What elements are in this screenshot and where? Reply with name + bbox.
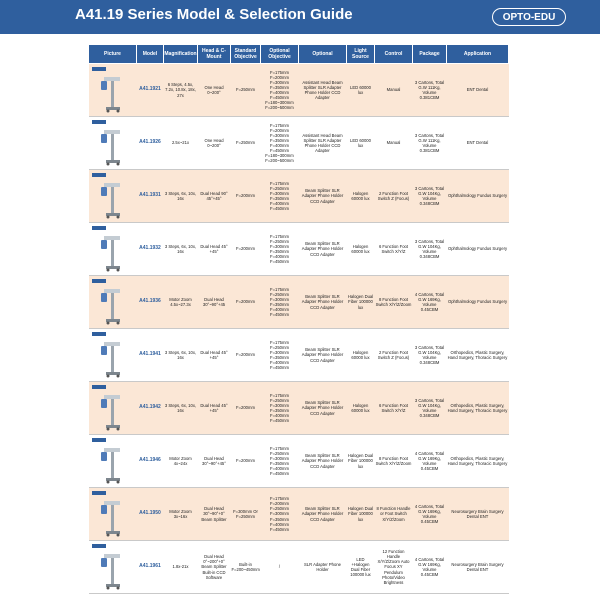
cell-standard-objective: F=200mm	[231, 170, 261, 223]
col-header: Optional Objective	[261, 45, 299, 64]
cell-standard-objective: F=300mm Or F=250mm	[231, 488, 261, 541]
cell-optional: Assistant Head Beam Splitter SLR Adapter Phone Holder CCD Adapter	[299, 117, 347, 170]
cell-magnification: 6 Steps, 4.5x, 7.2x, 10.8x, 18x, 27x	[164, 64, 198, 117]
product-picture	[89, 170, 137, 223]
product-picture	[89, 329, 137, 382]
cell-model: A41.1926	[137, 117, 164, 170]
cell-model: A41.1931	[137, 170, 164, 223]
brand-tag	[92, 67, 106, 71]
cell-application: Ophthalmology Fundus Surgery	[447, 170, 509, 223]
cell-control: 8 Function Foot Switch X/Y/Z/Zoom	[375, 435, 413, 488]
selection-table	[88, 44, 509, 594]
microscope-icon	[98, 232, 128, 272]
brand-tag	[92, 173, 106, 177]
cell-optional: Beam Splitter SLR Adapter Phone Holder CCD Adapter	[299, 170, 347, 223]
cell-head: Dual Head 90° 45°+45°	[198, 170, 231, 223]
table-row	[89, 435, 509, 488]
cell-magnification: Motor Zoom 4x~24x	[164, 435, 198, 488]
cell-package: 4 Cartons, Total G.W 169Kg, Volume 0.45CBM	[413, 276, 447, 329]
microscope-icon	[98, 550, 128, 590]
col-header: Model	[137, 45, 164, 64]
product-picture	[89, 117, 137, 170]
cell-model: A41.1936	[137, 276, 164, 329]
cell-light-source: LED 60000 lux	[347, 64, 375, 117]
microscope-icon	[98, 126, 128, 166]
cell-application: Orthopedics, Plastic Surgery, Hand Surgery, Thoracic Surgery	[447, 329, 509, 382]
product-picture	[89, 541, 137, 594]
microscope-icon	[98, 391, 128, 431]
table-row	[89, 223, 509, 276]
cell-light-source: LED 60000 lux	[347, 117, 375, 170]
brand-tag	[92, 332, 106, 336]
brand-tag	[92, 385, 106, 389]
cell-optional: Beam Splitter SLR Adapter Phone Holder CCD Adapter	[299, 488, 347, 541]
cell-standard-objective: Built-in F=200~450mm	[231, 541, 261, 594]
cell-optional: Beam Splitter SLR Adapter Phone Holder CCD Adapter	[299, 223, 347, 276]
cell-light-source: Halogen 60000 lux	[347, 170, 375, 223]
cell-magnification: 3 Steps, 6x, 10x, 16x	[164, 329, 198, 382]
cell-optional-objective: /	[261, 541, 299, 594]
cell-standard-objective: F=200mm	[231, 276, 261, 329]
cell-head: Dual Head 30°~90°+0° Beam Splitter	[198, 488, 231, 541]
product-picture	[89, 223, 137, 276]
col-header: Optional	[299, 45, 347, 64]
cell-optional: Beam Splitter SLR Adapter Phone Holder CCD Adapter	[299, 382, 347, 435]
cell-head: One Head 0~200°	[198, 117, 231, 170]
cell-optional-objective: F=175mm F=250mm F=300mm F=350mm F=400mm F=450mm	[261, 170, 299, 223]
cell-light-source: Halogen 60000 lux	[347, 329, 375, 382]
cell-magnification: Motor Zoom 3x~16x	[164, 488, 198, 541]
cell-control: Manual	[375, 64, 413, 117]
table-row	[89, 329, 509, 382]
microscope-icon	[98, 73, 128, 113]
col-header: Head & C-Mount	[198, 45, 231, 64]
product-picture	[89, 382, 137, 435]
cell-model: A41.1946	[137, 435, 164, 488]
cell-standard-objective: F=250mm	[231, 64, 261, 117]
table-row	[89, 488, 509, 541]
table-row	[89, 541, 509, 594]
cell-standard-objective: F=200mm	[231, 329, 261, 382]
table-body	[89, 64, 509, 594]
cell-package: 4 Cartons, Total G.W 169Kg, Volume 0.45CBM	[413, 488, 447, 541]
table-row	[89, 170, 509, 223]
cell-standard-objective: F=200mm	[231, 223, 261, 276]
cell-model: A41.1941	[137, 329, 164, 382]
microscope-icon	[98, 444, 128, 484]
col-header: Light Source	[347, 45, 375, 64]
microscope-icon	[98, 179, 128, 219]
col-header: Magnification	[164, 45, 198, 64]
cell-optional-objective: F=175mm F=250mm F=300mm F=350mm F=400mm F=450mm	[261, 435, 299, 488]
col-header: Picture	[89, 45, 137, 64]
cell-standard-objective: F=250mm	[231, 117, 261, 170]
cell-package: 4 Cartons, Total G.W 169Kg, Volume 0.45CBM	[413, 541, 447, 594]
cell-package: 4 Cartons, Total G.W 169Kg, Volume 0.45CBM	[413, 435, 447, 488]
cell-magnification: Motor Zoom 4.5x~27.3x	[164, 276, 198, 329]
cell-application: Orthopedics, Plastic Surgery, Hand Surgery, Thoracic Surgery	[447, 382, 509, 435]
brand-tag	[92, 491, 106, 495]
microscope-icon	[98, 497, 128, 537]
cell-package: 3 Cartons, Total G.W 111Kg, Volume 0.381CBM	[413, 117, 447, 170]
table-row	[89, 382, 509, 435]
product-picture	[89, 488, 137, 541]
cell-application: Ophthalmology Fundus Surgery	[447, 223, 509, 276]
cell-model: A41.1921	[137, 64, 164, 117]
page-title: A41.19 Series Model & Selection Guide	[75, 6, 353, 23]
cell-light-source: Halogen 60000 lux	[347, 223, 375, 276]
cell-application: Ophthalmology Fundus Surgery	[447, 276, 509, 329]
cell-model: A41.1932	[137, 223, 164, 276]
col-header: Control	[375, 45, 413, 64]
table-header-row	[89, 45, 509, 64]
cell-optional: SLR Adapter Phone Holder	[299, 541, 347, 594]
cell-package: 3 Cartons, Total G.W 104Kg, Volume 0.348CBM	[413, 382, 447, 435]
cell-optional-objective: F=175mm F=200mm F=300mm F=350mm F=400mm F=450mm F=180~300mm F=200~500mm	[261, 117, 299, 170]
cell-light-source: Halogen Dual Fiber 100000 lux	[347, 435, 375, 488]
cell-model: A41.1961	[137, 541, 164, 594]
cell-optional-objective: F=175mm F=200mm F=250mm F=300mm F=350mm F=400mm F=450mm	[261, 488, 299, 541]
cell-model: A41.1950	[137, 488, 164, 541]
cell-head: Dual Head 45°+45°	[198, 223, 231, 276]
cell-head: Dual Head 0°~200°+0° Beam Splitter Built-in CCD Software	[198, 541, 231, 594]
cell-head: Dual Head 30°~90°+45	[198, 276, 231, 329]
cell-optional: Beam Splitter SLR Adapter Phone Holder CCD Adapter	[299, 435, 347, 488]
cell-optional-objective: F=175mm F=250mm F=300mm F=350mm F=400mm F=450mm	[261, 276, 299, 329]
brand-logo: OPTO-EDU	[492, 8, 566, 26]
product-picture	[89, 276, 137, 329]
cell-control: 6 Function Foot Switch X/Y/Z	[375, 223, 413, 276]
cell-optional-objective: F=175mm F=250mm F=300mm F=350mm F=400mm F=450mm	[261, 382, 299, 435]
cell-magnification: 3 Steps, 6x, 10x, 16x	[164, 223, 198, 276]
microscope-icon	[98, 285, 128, 325]
cell-head: Dual Head 45°+45°	[198, 382, 231, 435]
cell-light-source: Halogen Dual Fiber 100000 lux	[347, 488, 375, 541]
cell-control: 6 Function Foot Switch X/Y/Z	[375, 382, 413, 435]
cell-package: 3 Cartons, Total G.W 104Kg, Volume 0.348CBM	[413, 329, 447, 382]
cell-standard-objective: F=200mm	[231, 435, 261, 488]
cell-light-source: LED +Halogen Dual Fiber 100000 lux	[347, 541, 375, 594]
cell-optional-objective: F=175mm F=250mm F=300mm F=350mm F=400mm F=450mm	[261, 223, 299, 276]
cell-application: ENT Dental	[447, 117, 509, 170]
brand-tag	[92, 279, 106, 283]
brand-tag	[92, 226, 106, 230]
cell-head: Dual Head 30°~90°+45°	[198, 435, 231, 488]
cell-application: Neurosurgery Brain Surgery Dental ENT	[447, 541, 509, 594]
cell-standard-objective: F=200mm	[231, 382, 261, 435]
cell-control: 2 Function Foot Switch Z (Focus)	[375, 329, 413, 382]
cell-control: 2 Function Foot Switch Z (Focus)	[375, 170, 413, 223]
cell-control: 12 Function Handle X/Y/Z/Zoom Auto Focus XY Pendulum Photo/Video Brightness	[375, 541, 413, 594]
cell-light-source: Halogen 60000 lux	[347, 382, 375, 435]
cell-magnification: 3 Steps, 6x, 10x, 16x	[164, 170, 198, 223]
cell-magnification: 1.8x-21x	[164, 541, 198, 594]
cell-optional: Assistant Head Beam Splitter SLR Adapter Phone Holder CCD Adapter	[299, 64, 347, 117]
cell-head: Dual Head 45°+45°	[198, 329, 231, 382]
col-header: Application	[447, 45, 509, 64]
cell-package: 3 Cartons, Total G.W 104Kg, Volume 0.348CBM	[413, 170, 447, 223]
cell-model: A41.1942	[137, 382, 164, 435]
cell-optional: Beam Splitter SLR Adapter Phone Holder CCD Adapter	[299, 329, 347, 382]
cell-magnification: 2.5x~21x	[164, 117, 198, 170]
product-picture	[89, 64, 137, 117]
brand-tag	[92, 438, 106, 442]
cell-control: Manual	[375, 117, 413, 170]
col-header: Package	[413, 45, 447, 64]
cell-head: One Head 0~200°	[198, 64, 231, 117]
cell-optional-objective: F=175mm F=200mm F=300mm F=350mm F=400mm F=450mm F=180~300mm F=200~500mm	[261, 64, 299, 117]
cell-package: 3 Cartons, Total G.W 104Kg, Volume 0.348CBM	[413, 223, 447, 276]
product-picture	[89, 435, 137, 488]
cell-control: 8 Function Foot Switch X/Y/Z/Zoom	[375, 276, 413, 329]
cell-application: Neurosurgery Brain Surgery Dental ENT	[447, 488, 509, 541]
table-row	[89, 64, 509, 117]
col-header: Standard Objective	[231, 45, 261, 64]
cell-optional: Beam Splitter SLR Adapter Phone Holder CCD Adapter	[299, 276, 347, 329]
table-row	[89, 117, 509, 170]
cell-magnification: 3 Steps, 6x, 10x, 16x	[164, 382, 198, 435]
title-banner	[0, 0, 600, 34]
table-row	[89, 276, 509, 329]
cell-control: 8 Function Handle or Foot Switch X/Y/Z/Zoom	[375, 488, 413, 541]
microscope-icon	[98, 338, 128, 378]
cell-application: Orthopedics, Plastic Surgery, Hand Surgery, Thoracic Surgery	[447, 435, 509, 488]
cell-light-source: Halogen Dual Fiber 100000 lux	[347, 276, 375, 329]
brand-tag	[92, 120, 106, 124]
cell-application: ENT Dental	[447, 64, 509, 117]
cell-package: 3 Cartons, Total G.W 111Kg, Volume 0.381CBM	[413, 64, 447, 117]
cell-optional-objective: F=175mm F=250mm F=300mm F=350mm F=400mm F=450mm	[261, 329, 299, 382]
brand-tag	[92, 544, 106, 548]
